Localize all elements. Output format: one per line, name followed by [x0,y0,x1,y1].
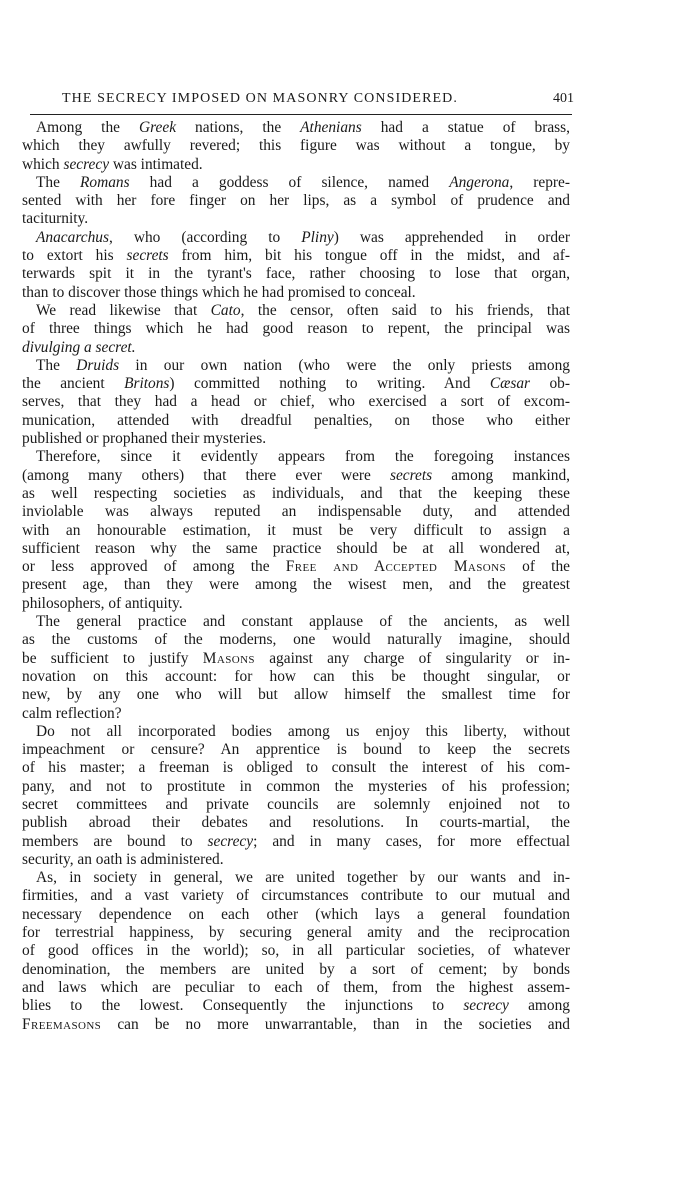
text-segment: The [36,356,77,374]
paragraph [22,119,570,174]
text-segment: be sufficient to justify [22,649,203,667]
text-segment: publish abroad their debates and resolutions. In courts-martial, the [22,814,570,832]
text-segment: to extort his [22,247,127,265]
text-line [22,467,570,485]
text-segment: or less approved of among the [22,558,286,576]
italic-text: Angerona [449,173,510,191]
paragraph [22,302,570,357]
text-segment: ; and in many cases, for more effectual [253,832,570,850]
italic-text: Cato [210,301,241,319]
italic-text: secrets [389,466,433,484]
italic-text: Druids [76,356,120,374]
text-segment: among [508,997,570,1015]
text-segment: serves, that they had a head or chief, who exercised a sort of excom- [22,393,570,411]
paragraph [22,723,570,869]
text-line [22,631,570,649]
small-caps-text: Free and Accepted Masons [285,558,506,576]
text-segment: sented with her fore finger on her lips, as a symbol of prudence and [22,192,570,210]
text-segment: and laws which are peculiar to each of them, from the highest assem- [22,978,570,996]
text-segment: was intimated. [109,155,203,173]
text-line [22,412,570,430]
text-segment: can be no more unwarrantable, than in the societies and [101,1015,570,1033]
italic-text: Cæsar [489,375,531,393]
text-line [22,265,570,283]
text-line [22,723,570,741]
text-line [22,1016,570,1034]
italic-text: Athenians [300,119,362,136]
text-line [22,393,570,411]
paragraph [22,613,570,723]
paragraph [22,229,570,302]
text-segment: had a goddess of silence, named [129,173,450,191]
text-line [22,906,570,924]
small-caps-text: Masons [202,649,255,667]
body-text [22,119,570,1034]
text-segment: new, by any one who will but allow himself the smallest time for [22,686,570,704]
text-segment: As, in society in general, we are united together by our wants and in- [36,869,570,887]
text-segment: had a statue of brass, [361,119,570,136]
text-segment: security, an oath is administered. [22,850,224,868]
italic-text: Britons [124,375,170,393]
text-line [22,814,570,832]
text-segment: the ancient [22,375,125,393]
text-line [22,668,570,686]
paragraph [22,357,570,448]
italic-text: secrecy [463,997,509,1015]
italic-text: Pliny [301,228,334,246]
text-segment: in our own nation (who were the only priests among [119,356,570,374]
text-line [22,448,570,466]
italic-text: secrecy [63,155,110,173]
text-segment: which they awfully revered; this figure was without a tongue, by [22,137,570,155]
text-segment: calm reflection? [22,704,122,722]
text-segment: members are bound to [22,832,208,850]
page-number: 401 [553,91,574,106]
text-line [22,942,570,960]
text-line [22,833,570,851]
text-segment: The general practice and constant applause of the ancients, as well [36,613,570,631]
text-segment: inviolable was always reputed an indispensable duty, and attended [22,503,570,521]
book-page [22,88,574,1034]
text-line [22,887,570,905]
text-segment: , repre- [509,173,570,191]
text-segment: novation on this account: for how can this be thought singular, or [22,667,570,685]
text-line [22,229,570,247]
running-head: THE SECRECY IMPOSED ON MASONRY CONSIDERED. [62,91,458,106]
text-line [22,997,570,1015]
text-line [22,705,570,723]
text-segment: (among many others) that there ever were [22,466,390,484]
text-segment: as the customs of the moderns, one would naturally imagine, should [22,631,570,649]
text-line [22,192,570,210]
text-line [22,357,570,375]
text-line [22,540,570,558]
text-segment: We read likewise that [36,301,211,319]
text-segment: of three things which he had good reason to repent, the principal was [22,320,570,338]
text-line [22,339,570,357]
text-line [22,924,570,942]
paragraph [22,174,570,229]
italic-text: Romans [80,173,130,191]
text-segment: from him, bit his tongue off in the midst, and af- [168,247,571,265]
text-segment: , the censor, often said to his friends, that [240,301,570,319]
text-segment: terwards spit it in the tyrant's face, rather choosing to lose that organ, [22,265,570,283]
text-line [22,759,570,777]
text-segment: munication, attended with dreadful penalties, on those who either [22,411,570,429]
text-segment: , who (according to [108,228,302,246]
text-line [22,778,570,796]
text-line [22,284,570,302]
text-segment: with an honourable estimation, it must be very difficult to assign a [22,521,570,539]
text-segment: against any charge of singularity or in- [254,649,570,667]
text-line [22,247,570,265]
italic-text: divulging a secret. [22,338,136,356]
text-segment: than to discover those things which he had promised to conceal. [22,283,416,301]
text-line [22,869,570,887]
text-segment: nations, the [176,119,301,136]
text-line [22,595,570,613]
text-line [22,174,570,192]
text-segment: The [36,173,81,191]
text-segment: impeachment or censure? An apprentice is bound to keep the secrets [22,741,570,759]
text-segment: Among the [36,119,139,136]
text-line [22,796,570,814]
text-line [22,979,570,997]
text-segment: pany, and not to prostitute in common the mysteries of his profession; [22,777,570,795]
text-line [22,961,570,979]
small-caps-text: Freemasons [22,1015,102,1033]
text-segment: Therefore, since it evidently appears from the foregoing instances [36,448,570,466]
paragraph [22,448,570,613]
text-line [22,485,570,503]
text-segment: which [22,155,64,173]
text-line [22,137,570,155]
text-segment: of his master; a freeman is obliged to consult the interest of his com- [22,759,570,777]
text-segment: taciturnity. [22,210,89,228]
text-line [22,851,570,869]
text-segment: for terrestrial happiness, by securing general amity and the reciprocation [22,924,570,942]
italic-text: secrecy [207,832,254,850]
text-line [22,686,570,704]
text-segment: secret committees and private councils are solemnly enjoined not to [22,795,570,813]
text-line [22,503,570,521]
text-segment: sufficient reason why the same practice should be at all wondered at, [22,539,570,557]
text-segment: of good offices in the world); so, in all particular societies, of whatever [22,942,570,960]
text-segment: firmities, and a vast variety of circumstances contribute to our mutual and [22,887,570,905]
text-line [22,430,570,448]
text-line [22,375,570,393]
italic-text: Anacarchus [36,228,109,246]
text-line [22,613,570,631]
text-segment: Do not all incorporated bodies among us enjoy this liberty, without [36,722,570,740]
text-line [22,650,570,668]
text-segment: ) committed nothing to writing. And [169,375,490,393]
text-segment: necessary dependence on each other (which lays a general foundation [22,905,570,923]
text-line [22,741,570,759]
text-segment: denomination, the members are united by a sort of cement; by bonds [22,960,570,978]
text-segment: present age, than they were among the wisest men, and the greatest [22,576,570,594]
italic-text: Greek [139,119,177,136]
text-line [22,576,570,594]
text-line [22,302,570,320]
text-line [22,320,570,338]
text-line [22,558,570,576]
text-line [22,522,570,540]
text-line [22,119,570,137]
italic-text: secrets [126,247,169,265]
paragraph [22,869,570,1034]
text-segment: as well respecting societies as individuals, and that the keeping these [22,484,570,502]
text-segment: philosophers, of antiquity. [22,594,183,612]
text-segment: among mankind, [432,466,570,484]
text-segment: published or prophaned their mysteries. [22,430,267,448]
text-line [22,210,570,228]
text-segment: blies to the lowest. Consequently the injunctions to [22,997,464,1015]
text-segment: ) was apprehended in order [333,228,570,246]
page-header [30,88,572,115]
text-segment: ob- [530,375,570,393]
text-segment: of the [505,558,570,576]
text-line [22,156,570,174]
